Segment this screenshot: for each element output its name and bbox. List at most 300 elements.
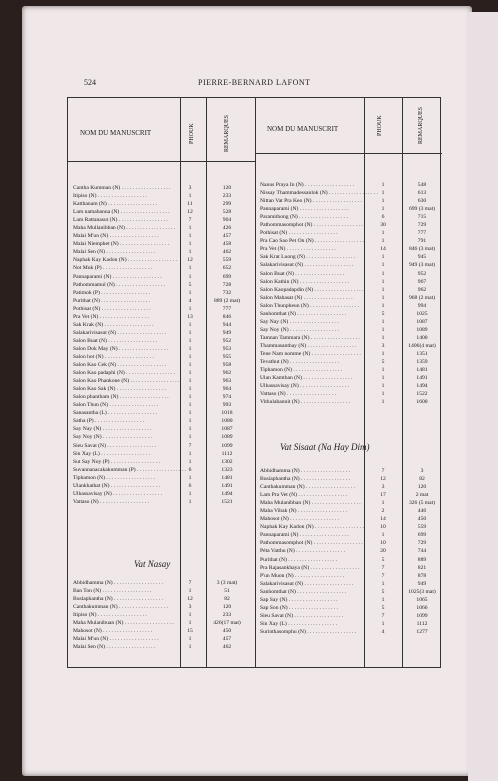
manuscript-remarques: 1099 — [221, 442, 233, 449]
manuscript-phouk: 7 — [188, 580, 192, 586]
manuscript-name: Mahosot (N) . . . . . . . . . . . . . . . . . . — [260, 516, 340, 523]
manuscript-phouk: 1 — [188, 612, 192, 619]
manuscript-phouk: 1 — [188, 225, 192, 232]
manuscript-remarques: 2 mat — [415, 492, 429, 499]
manuscript-remarques: 1080 — [221, 418, 233, 425]
manuscript-name: Sanhomthat (N) . . . . . . . . . . . . . . . . . . — [260, 588, 347, 595]
manuscript-phouk: 4 — [381, 628, 385, 635]
manuscript-name: Cantha Kumman (N) . . . . . . . . . . . . . . . . . . — [73, 185, 171, 191]
manuscript-remarques: 1481 — [416, 367, 428, 374]
manuscript-name: Malai Niemphet (N) . . . . . . . . . . . . . . . . . . — [73, 241, 170, 248]
manuscript-remarques: 1491 — [221, 482, 233, 489]
manuscript-remarques: 699 — [417, 532, 427, 539]
manuscript-remarques: 1600 — [416, 399, 428, 406]
manuscript-name: Pra Cao Sao Pet On (N) . . . . . . . . . . . . . . . . . . — [260, 238, 364, 245]
manuscript-phouk: 1 — [188, 410, 192, 417]
manuscript-phouk: 1 — [188, 498, 192, 505]
manuscript-remarques: 964 — [222, 386, 232, 393]
next-page-edge — [468, 12, 498, 781]
manuscript-phouk: 1 — [381, 286, 385, 293]
manuscript-name: Pathommasomphot (N) . . . . . . . . . . . . . . . . . . — [260, 540, 363, 547]
right_bottom-name-column — [260, 467, 364, 636]
manuscript-phouk: 1 — [188, 588, 192, 595]
manuscript-remarques: 821 — [417, 564, 427, 571]
section-title-left: Vat Nasay — [134, 559, 171, 569]
manuscript-phouk: 6 — [188, 482, 192, 489]
manuscript-phouk: 1 — [381, 270, 385, 277]
left_top-name-column — [73, 184, 186, 506]
manuscript-phouk: 10 — [380, 524, 386, 531]
manuscript-remarques: 732 — [222, 289, 232, 296]
manuscript-remarques: 962 — [417, 286, 427, 293]
manuscript-remarques: 326 (5 mat) — [408, 500, 436, 507]
manuscript-phouk: 1 — [381, 238, 385, 245]
manuscript-name: Maha Mulanibban (N) . . . . . . . . . . . . . . . . . . — [260, 500, 361, 507]
manuscript-name: Say Nay (N) . . . . . . . . . . . . . . . . . . — [260, 318, 339, 325]
manuscript-name: Nittan Vat Pra Keo (N) . . . . . . . . . . . . . . . . . . — [260, 198, 362, 205]
manuscript-name: Tevathut (N) . . . . . . . . . . . . . . . . . . — [260, 359, 339, 366]
manuscript-name: Salon Kaopadapdin (N) . . . . . . . . . . . . . . . . . . — [260, 286, 364, 293]
manuscript-remarques: 953 — [222, 345, 232, 352]
manuscript-remarques: 82 — [224, 596, 230, 603]
manuscript-phouk: 6 — [188, 466, 192, 473]
manuscript-name: Sap Son (N) . . . . . . . . . . . . . . . . . . — [260, 604, 339, 611]
manuscript-name: Pannaparami (N) . . . . . . . . . . . . . . . . . . — [260, 532, 349, 539]
manuscript-phouk: 1 — [188, 378, 192, 385]
manuscript-phouk: 1 — [381, 500, 385, 507]
manuscript-remarques: 878 — [417, 572, 427, 579]
manuscript-phouk: 1 — [381, 254, 385, 261]
manuscript-remarques: 82 — [419, 476, 425, 483]
manuscript-name: Say Nay (N) . . . . . . . . . . . . . . . . . . — [73, 426, 152, 433]
manuscript-name: Nanus Praya In (N) . . . . . . . . . . . . . . . . . . — [260, 182, 354, 188]
manuscript-name: Say Noy (N) . . . . . . . . . . . . . . . . . . — [260, 326, 339, 333]
manuscript-phouk: 1 — [188, 426, 192, 433]
manuscript-phouk: 7 — [381, 572, 385, 579]
manuscript-phouk: 5 — [381, 588, 385, 595]
manuscript-remarques: 426(17 mat) — [213, 620, 241, 627]
manuscript-phouk: 1 — [188, 273, 192, 280]
manuscript-name: Maha Vibak (N) . . . . . . . . . . . . . . . . . . — [260, 508, 347, 515]
manuscript-remarques: 1112 — [221, 450, 233, 457]
manuscript-remarques: 120 — [417, 484, 427, 491]
manuscript-name: Pra Vet (N) . . . . . . . . . . . . . . . . . . — [73, 313, 149, 320]
manuscript-remarques: 791 — [417, 238, 427, 245]
manuscript-name: Vithulabannit (N) . . . . . . . . . . . . . . . . . . — [260, 399, 350, 406]
manuscript-remarques: 729 — [417, 540, 427, 547]
manuscript-name: Maha Mulanibuan (N) . . . . . . . . . . . . . . . . . . — [73, 620, 174, 627]
manuscript-name: Naphak Kay Kadon (N) . . . . . . . . . . . . . . . . . . — [260, 524, 364, 531]
manuscript-name: Vattaso (N) . . . . . . . . . . . . . . . . . . — [260, 391, 336, 398]
manuscript-phouk: 1 — [381, 278, 385, 285]
manuscript-remarques: 51 — [224, 588, 230, 595]
manuscript-name: Salon Kathin (N) . . . . . . . . . . . . . . . . . . — [260, 278, 349, 285]
manuscript-name: Say Noy (N) . . . . . . . . . . . . . . . . . . — [73, 434, 152, 441]
manuscript-remarques: 1066 — [416, 604, 428, 611]
manuscript-remarques: 1521 — [221, 498, 233, 505]
manuscript-phouk: 1 — [188, 394, 192, 401]
manuscript-name: Salon Thun (N) . . . . . . . . . . . . . . . . . . — [73, 402, 159, 409]
manuscript-name: Salon Buat (N) . . . . . . . . . . . . . . . . . . — [260, 270, 345, 277]
col-header-remarques-left: REMARQUES — [224, 114, 230, 152]
manuscript-phouk: 30 — [380, 222, 386, 229]
manuscript-remarques: 993 — [222, 402, 232, 409]
manuscript-remarques: 630 — [417, 198, 427, 205]
manuscript-remarques: 777 — [417, 230, 427, 237]
right_bottom-remarques-column — [402, 467, 442, 636]
manuscript-phouk: 1 — [188, 249, 192, 256]
manuscript-remarques: 426 — [222, 225, 232, 232]
manuscript-phouk: 1 — [188, 458, 192, 465]
manuscript-phouk: 7 — [381, 468, 385, 474]
manuscript-remarques: 949 — [222, 329, 232, 336]
manuscript-remarques: 1323 — [221, 466, 233, 473]
manuscript-phouk: 20 — [380, 548, 386, 555]
manuscript-phouk: 12 — [187, 596, 193, 603]
manuscript-remarques: 1351 — [416, 350, 428, 357]
manuscript-phouk: 13 — [187, 313, 193, 320]
manuscript-name: Buslaphantha (N) . . . . . . . . . . . . . . . . . . — [73, 596, 163, 603]
manuscript-name: Ulhassavisay (N) . . . . . . . . . . . . . . . . . . — [73, 490, 163, 497]
manuscript-remarques: 715 — [417, 214, 427, 221]
manuscript-phouk: 12 — [187, 257, 193, 264]
manuscript-name: Malai Sen (N) . . . . . . . . . . . . . . . . . . — [73, 249, 156, 256]
manuscript-remarques: 1302 — [221, 458, 233, 465]
manuscript-remarques: 889 — [417, 556, 427, 563]
manuscript-phouk: 12 — [187, 209, 193, 216]
manuscript-remarques: 462 — [222, 249, 232, 256]
manuscript-name: Salon Kao Phankone (N) . . . . . . . . . . . . . . . . . . — [73, 378, 180, 385]
manuscript-name: Naphak Kay Kadon (N) . . . . . . . . . . . . . . . . . . — [73, 257, 177, 264]
left_bottom-name-column — [73, 579, 177, 651]
manuscript-remarques: 974 — [222, 394, 232, 401]
manuscript-remarques: 945 — [417, 254, 427, 261]
col-header-phouk-right: PHOUK — [377, 115, 383, 136]
manuscript-remarques: 613 — [417, 190, 427, 197]
manuscript-remarques: 846 (3 mat) — [408, 246, 436, 253]
right_top-remarques-column — [402, 181, 442, 406]
manuscript-phouk: 10 — [380, 540, 386, 547]
manuscript-phouk: 1 — [188, 233, 192, 240]
manuscript-remarques: 1025(3 mat) — [408, 588, 436, 595]
manuscript-remarques: 548 — [417, 182, 427, 188]
manuscript-name: Surinthasomphu (N) . . . . . . . . . . . . . . . . . . — [260, 628, 357, 635]
running-head: PIERRE-BERNARD LAFONT — [198, 78, 311, 87]
manuscript-name: Pothisat (N) . . . . . . . . . . . . . . . . . . — [260, 230, 338, 237]
manuscript-phouk: 1 — [381, 182, 385, 188]
manuscript-name: Sak Krat Luong (N) . . . . . . . . . . . . . . . . . . — [260, 254, 356, 261]
manuscript-phouk: 1 — [188, 353, 192, 360]
manuscript-name: Sanasantha (L) . . . . . . . . . . . . . . . . . . — [73, 410, 158, 417]
manuscript-phouk: 3 — [188, 185, 192, 191]
manuscript-name: Pra Vet (N) . . . . . . . . . . . . . . . . . . — [260, 246, 336, 253]
manuscript-remarques: 457 — [222, 233, 232, 240]
manuscript-name: Patimok (P) . . . . . . . . . . . . . . . . . . — [73, 289, 151, 296]
manuscript-name: Malai Sen (N) . . . . . . . . . . . . . . . . . . — [73, 644, 156, 651]
manuscript-remarques: 846 — [222, 313, 232, 320]
manuscript-remarques: 1025 — [416, 310, 428, 317]
manuscript-name: Malai M'un (N) . . . . . . . . . . . . . . . . . . — [73, 636, 159, 643]
manuscript-phouk: 1 — [381, 399, 385, 406]
manuscript-phouk: 1 — [188, 474, 192, 481]
manuscript-name: Pothisat (N) . . . . . . . . . . . . . . . . . . — [73, 305, 151, 312]
manuscript-remarques: 952 — [417, 270, 427, 277]
manuscript-phouk: 1 — [188, 450, 192, 457]
manuscript-name: Salakarivisasut (N) . . . . . . . . . . . . . . . . . . — [73, 329, 167, 336]
manuscript-phouk: 1 — [381, 206, 385, 213]
manuscript-phouk: 12 — [380, 476, 386, 483]
manuscript-phouk: 1 — [188, 370, 192, 377]
left_top-phouk-column — [177, 184, 203, 506]
manuscript-name: Pathommasomphot (N) . . . . . . . . . . . . . . . . . . — [260, 222, 363, 229]
manuscript-remarques: 462 — [222, 644, 232, 651]
manuscript-remarques: 1491 — [416, 375, 428, 382]
manuscript-remarques: 1112 — [416, 620, 428, 627]
manuscript-phouk: 1 — [381, 262, 385, 269]
manuscript-phouk: 1 — [381, 190, 385, 197]
manuscript-remarques: 120 — [222, 604, 232, 611]
manuscript-remarques: 233 — [222, 612, 232, 619]
manuscript-remarques: 1359 — [416, 359, 428, 366]
manuscript-remarques: 955 — [222, 353, 232, 360]
manuscript-name: Salon Dok May (N) . . . . . . . . . . . . . . . . . . — [73, 345, 168, 352]
manuscript-phouk: 17 — [380, 492, 386, 499]
manuscript-phouk: 7 — [381, 612, 385, 619]
manuscript-phouk: 1 — [188, 193, 192, 200]
manuscript-remarques: 3 (3 mat) — [216, 580, 238, 586]
manuscript-phouk: 11 — [187, 201, 193, 208]
manuscript-name: Malai M'un (N) . . . . . . . . . . . . . . . . . . — [73, 233, 159, 240]
manuscript-name: Salon Kao padaphi (N) . . . . . . . . . . . . . . . . . . — [73, 370, 176, 377]
manuscript-name: Paramithong (N) . . . . . . . . . . . . . . . . . . — [260, 214, 349, 221]
manuscript-remarques: 962 — [222, 370, 232, 377]
manuscript-phouk: 1 — [188, 241, 192, 248]
manuscript-remarques: 699 (3 mat) — [408, 206, 436, 213]
manuscript-phouk: 1 — [381, 580, 385, 587]
manuscript-name: Salon Kao Cek (N) . . . . . . . . . . . . . . . . . . — [73, 362, 167, 369]
manuscript-name: Katthanam (N) . . . . . . . . . . . . . . . . . . — [73, 201, 158, 208]
manuscript-phouk: 1 — [188, 362, 192, 369]
manuscript-remarques: 1089 — [221, 434, 233, 441]
manuscript-name: Ulhassavisay (N) . . . . . . . . . . . . . . . . . . — [260, 383, 350, 390]
manuscript-phouk: 14 — [380, 246, 386, 253]
manuscript-phouk: 1 — [381, 596, 385, 603]
manuscript-name: P'un Muon (N) . . . . . . . . . . . . . . . . . . — [260, 572, 344, 579]
manuscript-remarques: 777 — [222, 305, 232, 312]
manuscript-phouk: 1 — [188, 636, 192, 643]
left_bottom-phouk-column — [177, 579, 203, 651]
right_top-name-column — [260, 181, 378, 406]
manuscript-remarques: 120 — [222, 185, 232, 191]
manuscript-remarques: 528 — [222, 209, 232, 216]
manuscript-name: Mahosot (N) . . . . . . . . . . . . . . . . . . — [73, 628, 153, 635]
manuscript-phouk: 3 — [188, 604, 192, 611]
manuscript-phouk: 1 — [188, 305, 192, 312]
manuscript-remarques: 652 — [222, 265, 232, 272]
manuscript-remarques: 458 — [222, 241, 232, 248]
manuscript-phouk: 14 — [380, 516, 386, 523]
manuscript-name: Pra Rajasankhaya (N) . . . . . . . . . . . . . . . . . . — [260, 564, 360, 571]
manuscript-remarques: 952 — [222, 337, 232, 344]
manuscript-remarques: 967 — [417, 278, 427, 285]
manuscript-phouk: 1 — [381, 198, 385, 205]
manuscript-remarques: 450 — [417, 516, 427, 523]
manuscript-name: Tiphamon (N) . . . . . . . . . . . . . . . . . . — [260, 367, 343, 374]
manuscript-remarques: 744 — [417, 548, 427, 555]
manuscript-phouk: 1 — [381, 620, 385, 627]
manuscript-remarques: 729 — [417, 222, 427, 229]
col-header-name-right: NOM DU MANUSCRIT — [267, 125, 339, 133]
col-header-phouk-left: PHOUK — [189, 123, 195, 144]
manuscript-name: Vattaso (N) . . . . . . . . . . . . . . . . . . — [73, 498, 149, 505]
section-title-right: Vat Sisaat (Na Hay Dim) — [280, 442, 370, 452]
manuscript-remarques: 446 — [417, 508, 427, 515]
manuscript-remarques: 1087 — [221, 426, 233, 433]
manuscript-remarques: 949 (3 mat) — [408, 262, 436, 269]
manuscript-name: Abhidhamma (N) . . . . . . . . . . . . . . . . . . — [260, 468, 350, 474]
manuscript-phouk: 4 — [188, 297, 192, 304]
manuscript-remarques: 233 — [222, 193, 232, 200]
manuscript-phouk: 1 — [188, 418, 192, 425]
manuscript-phouk: 3 — [381, 342, 385, 349]
manuscript-phouk: 1 — [381, 318, 385, 325]
manuscript-phouk: 5 — [381, 556, 385, 563]
manuscript-remarques: 1406(4 mat) — [408, 342, 436, 349]
manuscript-remarques: 1018 — [221, 410, 233, 417]
manuscript-name: Sut Say Noy (P) . . . . . . . . . . . . . . . . . . — [73, 458, 160, 465]
manuscript-phouk: 1 — [188, 265, 192, 272]
manuscript-remarques: 1087 — [416, 318, 428, 325]
manuscript-remarques: 1065 — [416, 596, 428, 603]
manuscript-name: Lam namabanna (N) . . . . . . . . . . . . . . . . . . — [73, 209, 170, 216]
manuscript-phouk: 1 — [381, 375, 385, 382]
manuscript-remarques: 1494 — [221, 490, 233, 497]
manuscript-phouk: 1 — [381, 334, 385, 341]
manuscript-name: Salon phantham (N) . . . . . . . . . . . . . . . . . . — [73, 394, 169, 401]
manuscript-name: Not Muk (P) . . . . . . . . . . . . . . . . . . — [73, 265, 152, 272]
manuscript-phouk: 1 — [188, 490, 192, 497]
manuscript-name: Salon hot (N) . . . . . . . . . . . . . . . . . . — [73, 353, 154, 360]
manuscript-phouk: 7 — [188, 442, 192, 449]
manuscript-remarques: 1481 — [221, 474, 233, 481]
manuscript-remarques: 1494 — [416, 383, 428, 390]
right_bottom-phouk-column — [364, 467, 402, 636]
manuscript-remarques: 958 — [222, 362, 232, 369]
manuscript-phouk: 7 — [188, 217, 192, 224]
manuscript-phouk: 1 — [188, 402, 192, 409]
manuscript-name: Salon Mahasat (N) . . . . . . . . . . . . . . . . . . — [260, 294, 353, 301]
manuscript-name: Thammasanthay (N) . . . . . . . . . . . . . . . . . . — [260, 342, 357, 349]
manuscript-remarques: 968 (2 mat) — [408, 294, 436, 301]
manuscript-phouk: 1 — [188, 644, 192, 651]
manuscript-remarques: 1089 — [416, 326, 428, 333]
manuscript-name: Purithat (N) . . . . . . . . . . . . . . . . . . — [73, 297, 151, 304]
manuscript-name: Nissay Thammadessanlok (N) . . . . . . . . . . . . . . . . . . — [260, 190, 378, 197]
manuscript-remarques: 450 — [222, 628, 232, 635]
manuscript-name: Itipiso (N) . . . . . . . . . . . . . . . . . . — [73, 612, 147, 619]
manuscript-name: Satha (P) . . . . . . . . . . . . . . . . . . — [73, 418, 145, 425]
manuscript-name: Sieu Savat (N) . . . . . . . . . . . . . . . . . . — [73, 442, 157, 449]
col-header-remarques-right: REMARQUES — [418, 106, 424, 144]
manuscript-phouk: 1 — [188, 345, 192, 352]
manuscript-name: Ulan Kamthan (N) . . . . . . . . . . . . . . . . . . — [260, 375, 353, 382]
manuscript-remarques: 457 — [222, 636, 232, 643]
manuscript-remarques: 904 — [222, 217, 232, 224]
manuscript-remarques: 944 — [222, 321, 232, 328]
manuscript-name: Salon Thunpheun (N) . . . . . . . . . . . . . . . . . . — [260, 302, 360, 309]
manuscript-remarques: 3 — [420, 468, 424, 474]
manuscript-name: Salakarivisasut (N) . . . . . . . . . . . . . . . . . . — [260, 262, 354, 269]
col-header-name-left: NOM DU MANUSCRIT — [80, 129, 152, 137]
manuscript-remarques: 699 — [222, 273, 232, 280]
manuscript-phouk: 5 — [381, 359, 385, 366]
manuscript-remarques: 1522 — [416, 391, 428, 398]
manuscript-phouk: 5 — [188, 281, 192, 288]
manuscript-remarques: 949 — [417, 580, 427, 587]
manuscript-name: Salakarivisasut (N) . . . . . . . . . . . . . . . . . . — [260, 580, 354, 587]
manuscript-phouk: 5 — [381, 604, 385, 611]
manuscript-remarques: 889 (2 mat) — [213, 297, 241, 304]
manuscript-phouk: 15 — [187, 628, 193, 635]
manuscript-phouk: 1 — [381, 367, 385, 374]
manuscript-phouk: 1 — [188, 386, 192, 393]
manuscript-remarques: 1099 — [416, 612, 428, 619]
manuscript-name: Purithat (N) . . . . . . . . . . . . . . . . . . — [260, 556, 338, 563]
manuscript-name: Pannaparami (N) . . . . . . . . . . . . . . . . . . — [73, 273, 162, 280]
manuscript-phouk: 1 — [188, 620, 192, 627]
manuscript-phouk: 1 — [381, 383, 385, 390]
manuscript-name: Maha Mullanibban (N) . . . . . . . . . . . . . . . . . . — [73, 225, 176, 232]
manuscript-phouk: 1 — [381, 326, 385, 333]
manuscript-phouk: 1 — [381, 230, 385, 237]
manuscript-table — [67, 97, 441, 668]
manuscript-phouk: 1 — [381, 302, 385, 309]
manuscript-name: Tene Nam nomme (N) . . . . . . . . . . . . . . . . . . — [260, 350, 361, 357]
manuscript-remarques: 299 — [222, 201, 232, 208]
manuscript-name: Sanhomthat (N) . . . . . . . . . . . . . . . . . . — [260, 310, 347, 317]
manuscript-phouk: 3 — [381, 484, 385, 491]
manuscript-name: Ulankhathat (N) . . . . . . . . . . . . . . . . . . — [73, 482, 160, 489]
manuscript-phouk: 1 — [381, 294, 385, 301]
manuscript-phouk: 1 — [188, 289, 192, 296]
manuscript-phouk: 1 — [188, 434, 192, 441]
manuscript-name: Lam Pra Vet (N) . . . . . . . . . . . . . . . . . . — [260, 492, 348, 499]
manuscript-name: Péta Vatthu (N) . . . . . . . . . . . . . . . . . . — [260, 548, 346, 555]
manuscript-remarques: 1400 — [416, 334, 428, 341]
manuscript-phouk: 1 — [188, 321, 192, 328]
manuscript-remarques: 559 — [222, 257, 232, 264]
manuscript-remarques: 728 — [222, 281, 232, 288]
manuscript-name: Sap Say (N) . . . . . . . . . . . . . . . . . . — [260, 596, 338, 603]
page-number: 524 — [84, 78, 96, 87]
manuscript-name: Ban Ton (N) . . . . . . . . . . . . . . . . . . — [73, 588, 152, 595]
manuscript-name: Salon Kao Sak (N) . . . . . . . . . . . . . . . . . . — [73, 386, 166, 393]
manuscript-name: Canthakumman (N) . . . . . . . . . . . . . . . . . . — [260, 484, 355, 491]
manuscript-remarques: 559 — [417, 524, 427, 531]
manuscript-name: Pannaparami (N) . . . . . . . . . . . . . . . . . . — [260, 206, 349, 213]
manuscript-remarques: 1277 — [416, 628, 428, 635]
manuscript-phouk: 7 — [381, 564, 385, 571]
manuscript-phouk: 1 — [381, 350, 385, 357]
manuscript-phouk: 6 — [381, 214, 385, 221]
manuscript-phouk: 2 — [381, 508, 385, 515]
manuscript-name: Pathommamul (N) . . . . . . . . . . . . . . . . . . — [73, 281, 166, 288]
manuscript-remarques: 994 — [417, 302, 427, 309]
manuscript-name: Lam Rattanasut (N) . . . . . . . . . . . . . . . . . . — [73, 217, 168, 224]
manuscript-name: Sak Krak (N) . . . . . . . . . . . . . . . . . . — [73, 321, 154, 328]
manuscript-name: Abhidhamma (N) . . . . . . . . . . . . . . . . . . — [73, 580, 163, 586]
manuscript-phouk: 1 — [188, 329, 192, 336]
